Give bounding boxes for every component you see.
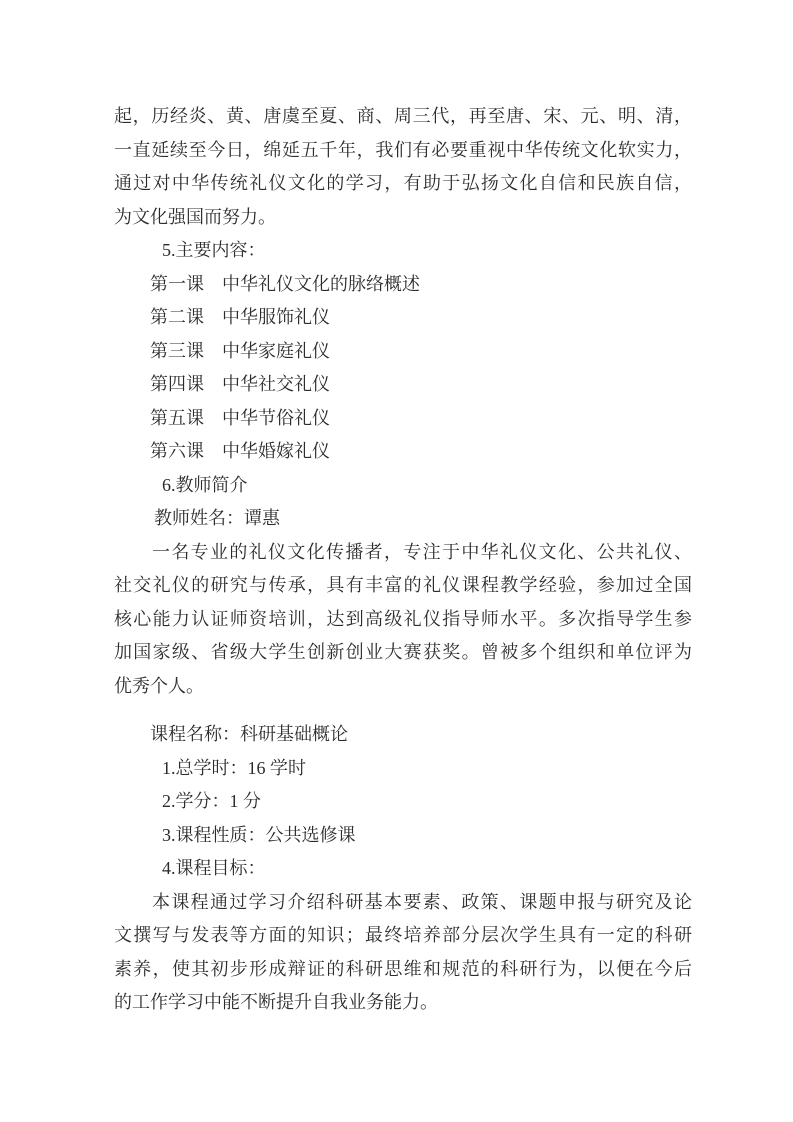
- teacher-name-line: 教师姓名：谭惠: [154, 508, 280, 528]
- course-info-item-3: 3.课程性质：公共选修课: [162, 824, 356, 845]
- course-info-item-1: 1.总学时：16 学时: [162, 757, 306, 778]
- paragraph-line: 一名专业的礼仪文化传播者，专注于中华礼仪文化、公共礼仪、: [152, 541, 692, 562]
- course-info-item-2: 2.学分：1 分: [162, 791, 261, 811]
- paragraph-line: 起，历经炎、黄、唐虞至夏、商、周三代，再至唐、宋、元、明、清，: [114, 106, 692, 126]
- paragraph-line: 为文化强国而努力。: [114, 206, 276, 227]
- lesson-list: [114, 268, 692, 469]
- document-content: [114, 100, 692, 1020]
- main-content-heading: 5.主要内容：: [162, 240, 266, 260]
- teacher-bio-paragraph: [114, 536, 692, 704]
- paragraph-line: 社交礼仪的研究与传承，具有丰富的礼仪课程教学经验，参加过全国: [114, 575, 692, 595]
- paragraph-line: 的工作学习中能不断提升自我业务能力。: [114, 992, 438, 1012]
- paragraph-line: 优秀个人。: [114, 675, 204, 696]
- course-objective-paragraph: [114, 886, 692, 1020]
- lesson-item-3: 第三课 中华家庭礼仪: [150, 340, 330, 361]
- paragraph-line: 一直延续至今日，绵延五千年，我们有必要重视中华传统文化软实力，: [114, 139, 692, 160]
- lesson-item-5: 第五课 中华节俗礼仪: [150, 407, 330, 428]
- paragraph-line: 文撰写与发表等方面的知识；最终培养部分层次学生具有一定的科研: [114, 925, 692, 945]
- paragraph-line: 加国家级、省级大学生创新创业大赛获奖。曾被多个组织和单位评为: [114, 642, 692, 662]
- lesson-item-1: 第一课 中华礼仪文化的脉络概述: [150, 273, 420, 294]
- paragraph-line: 核心能力认证师资培训，达到高级礼仪指导师水平。多次指导学生参: [114, 608, 692, 629]
- lesson-item-2: 第二课 中华服饰礼仪: [150, 307, 330, 327]
- teacher-section-heading: 6.教师简介: [162, 474, 248, 495]
- intro-paragraph: [114, 100, 692, 234]
- paragraph-line: 本课程通过学习介绍科研基本要素、政策、课题申报与研究及论: [152, 891, 692, 912]
- course-info-item-4: 4.课程目标：: [162, 858, 266, 878]
- lesson-item-6: 第六课 中华婚嫁礼仪: [150, 441, 330, 461]
- section-spacer: [114, 703, 692, 718]
- paragraph-line: 素养，使其初步形成辩证的科研思维和规范的科研行为，以便在今后: [114, 958, 692, 979]
- course-info-list: [114, 752, 692, 886]
- paragraph-line: 通过对中华传统礼仪文化的学习，有助于弘扬文化自信和民族自信，: [114, 173, 692, 193]
- lesson-item-4: 第四课 中华社交礼仪: [150, 374, 330, 394]
- course-name-line: 课程名称：科研基础概论: [150, 724, 348, 744]
